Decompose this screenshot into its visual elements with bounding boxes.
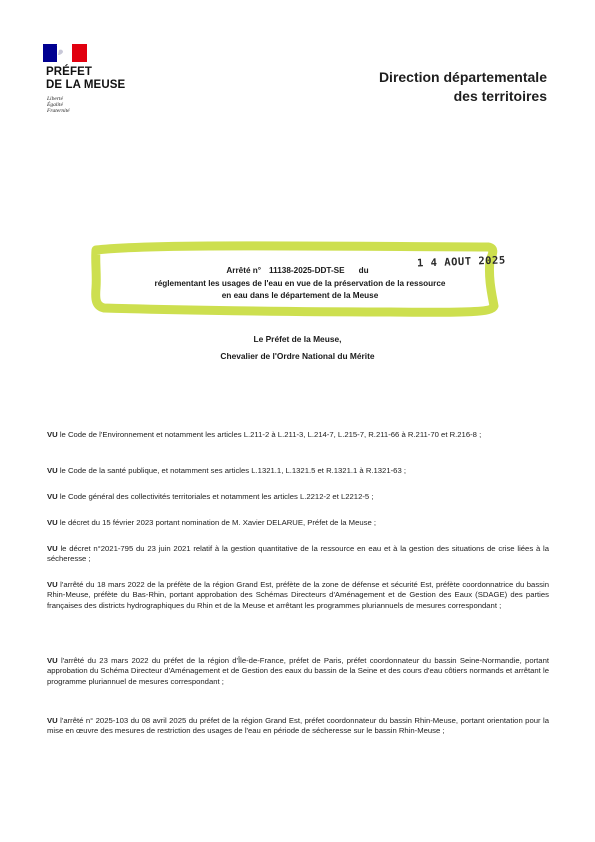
consideration-item xyxy=(47,466,549,476)
decree-subject xyxy=(110,278,490,301)
consideration-text: le Code de la santé publique, et notamment ses articles L.1321.1, L.1321.5 et R.1321.1 à R.1321-63 ; xyxy=(57,466,406,475)
prefecture-name-line1: PRÉFET xyxy=(46,66,92,78)
decree-number: 11138-2025-DDT-SE xyxy=(269,266,345,275)
decree-du: du xyxy=(358,266,369,275)
motto-line3: Fraternité xyxy=(47,108,70,115)
motto-line1: Liberté xyxy=(47,96,63,102)
consideration-item xyxy=(47,430,549,440)
date-stamp: 1 4 AOUT 2025 xyxy=(416,254,506,270)
directorate-line2: des territoires xyxy=(453,88,547,104)
signatory-line1: Le Préfet de la Meuse, xyxy=(253,334,342,344)
consideration-text: l'arrêté n° 2025-103 du 08 avril 2025 du préfet de la région Grand Est, préfet coordonnateur du bassin Rhin-Meuse, portant orientation pour la mise en œuvre des mesures de restriction des usages de l'eau en période de sécheresse sur le bassin Rhin-Meuse ; xyxy=(47,716,549,736)
consideration-text: le Code général des collectivités territoriales et notamment les articles L.2212-2 et L2212-5 ; xyxy=(57,492,374,501)
subject-line2: en eau dans le département de la Meuse xyxy=(221,290,379,300)
signatory-line2: Chevalier de l'Ordre National du Mérite xyxy=(220,351,375,361)
directorate-line1: Direction départementale xyxy=(378,69,547,85)
decree-number-line xyxy=(0,266,595,275)
consideration-text: le décret n°2021-795 du 23 juin 2021 relatif à la gestion quantitative de la ressource en eau et à la gestion des situations de crise liées à la sécheresse ; xyxy=(47,544,549,564)
vu-prefix: VU xyxy=(47,466,58,475)
consideration-text: l'arrêté du 23 mars 2022 du préfet de la région d'Île-de-France, préfet de Paris, préfet coordonnateur du bassin Seine-Normandie, portant approbation du Schéma Directeur d'Aménagement et de Gestion des eaux du bassin de la Seine et des cours d'eau côtiers normands et arrêtant le programme pluriannuel de mesures correspondant ; xyxy=(47,656,549,686)
consideration-item xyxy=(47,656,549,687)
marianne-logo-icon xyxy=(43,44,87,62)
prefecture-name-line2: DE LA MEUSE xyxy=(46,78,126,91)
vu-prefix: VU xyxy=(47,430,58,439)
vu-prefix: VU xyxy=(47,580,58,589)
prefecture-name xyxy=(46,66,125,91)
consideration-item xyxy=(47,580,549,611)
subject-line1: réglementant les usages de l'eau en vue de la préservation de la ressource xyxy=(154,279,446,288)
vu-prefix: VU xyxy=(47,656,58,665)
consideration-item xyxy=(47,518,549,528)
motto-line2: Égalité xyxy=(47,102,63,109)
vu-prefix: VU xyxy=(47,492,58,501)
vu-prefix: VU xyxy=(47,716,58,725)
consideration-item xyxy=(47,544,549,565)
consideration-item xyxy=(47,716,549,737)
issuing-directorate xyxy=(379,68,547,106)
consideration-text: le décret du 15 février 2023 portant nomination de M. Xavier DELARUE, Préfet de la Meuse ; xyxy=(57,518,377,527)
republic-motto xyxy=(47,96,70,115)
vu-prefix: VU xyxy=(47,544,58,553)
consideration-text: le Code de l'Environnement et notamment les articles L.211-2 à L.211-3, L.214-7, L.215-7, R.211-66 à R.211-70 et R.216-8 ; xyxy=(57,430,482,439)
vu-prefix: VU xyxy=(47,518,58,527)
consideration-text: l'arrêté du 18 mars 2022 de la préfète de la région Grand Est, préfète de la zone de défense et sécurité Est, préfète coordonnatrice du bassin Rhin-Meuse, préfète du Bas-Rhin, portant approbation des Schémas Directeurs d'Aménagement et de Gestion des Eaux (SDAGE) des parties françaises des districts hydrographiques du Rhin et de la Meuse et arrêtant les programmes pluriannuels de mesures correspondant ; xyxy=(47,580,549,610)
signatory-title xyxy=(0,331,595,365)
consideration-item xyxy=(47,492,549,502)
decree-label: Arrêté n° xyxy=(226,266,262,275)
